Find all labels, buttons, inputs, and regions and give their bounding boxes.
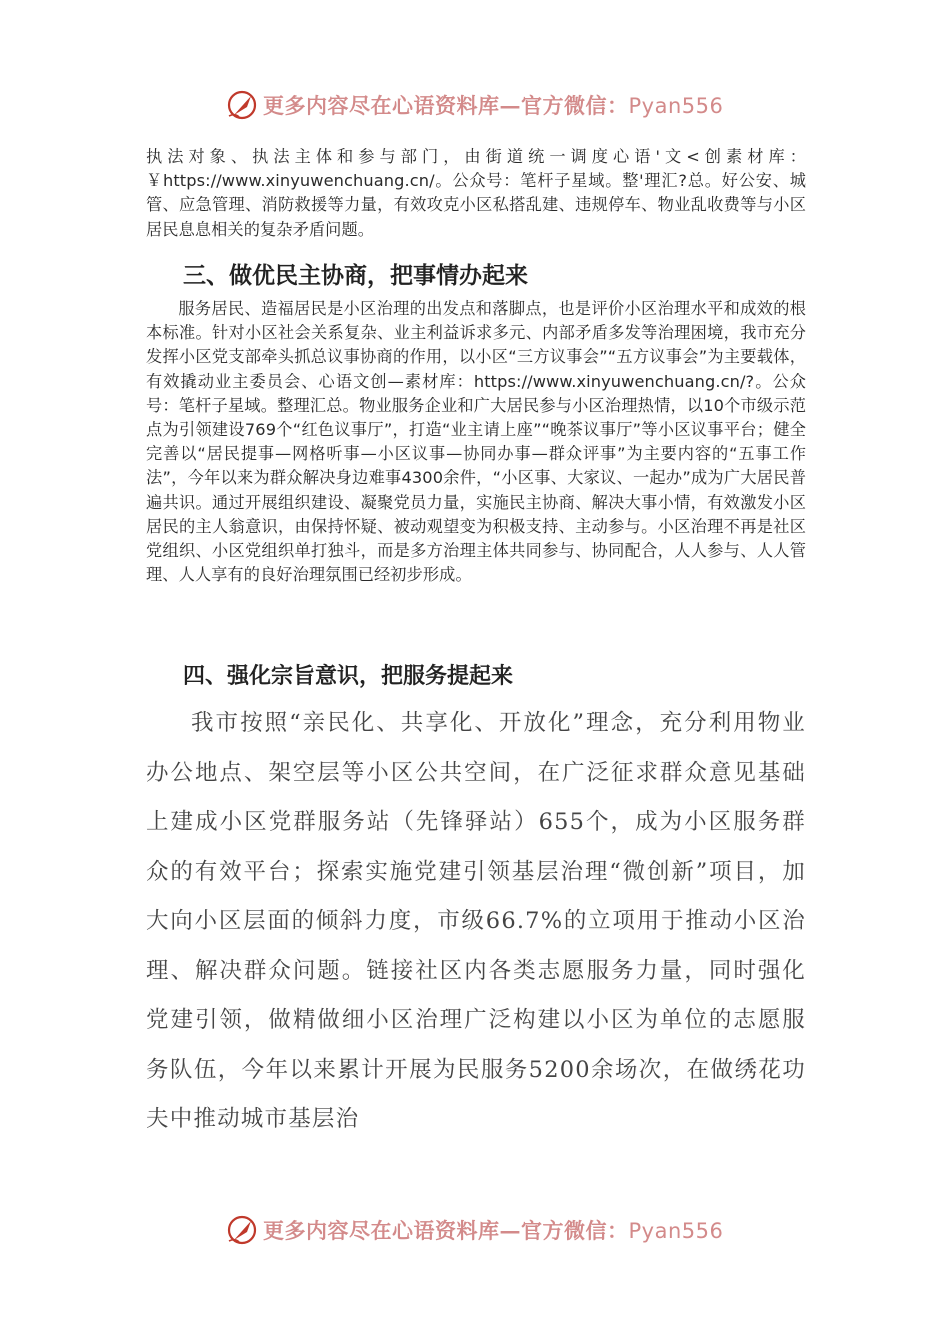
paragraph-top: 执法对象、执法主体和参与部门，由街道统一调度心语'文<创素材库：￥https://www.xinyuwenchuang.cn/。公众号：笔杆子星域。整'理汇?总。好公安、城管、应急管理、消防救援等力量，有效攻克小区私搭乱建、违规停车、物业乱收费等与小区居民息息相关的复杂矛盾问题。 xyxy=(146,147,806,239)
section3-heading: 三、做优民主协商，把事情办起来 xyxy=(183,262,528,289)
quill-pen-circle-icon xyxy=(225,1213,259,1247)
section4-heading: 四、强化宗旨意识，把服务提起来 xyxy=(183,663,514,689)
section3-body: 服务居民、造福居民是小区治理的出发点和落脚点，也是评价小区治理水平和成效的根本标准。针对小区社会关系复杂、业主利益诉求多元、内部矛盾多发等治理困境，我市充分发挥小区党支部牵头抓总议事协商的作用，以小区“三方议事会”“五方议事会”为主要载体，有效撬动业主委员会、心语文创—素材库：https://www.xinyuwenchuang.cn/?。公众号：笔杆子星域。整理汇总。物业服务企业和广大居民参与小区治理热情，以10个市级示范点为引领建设769个“红色议事厅”，打造“业主请上座”“晚茶议事厅”等小区议事平台；健全完善以“居民提事—网格听事—小区议事—协同办事—群众评事”为主要内容的“五事工作法”，今年以来为群众解决身边难事4300余件，“小区事、大家议、一起办”成为广大居民普遍共识。通过开展组织建设、凝聚党员力量，实施民主协商、解决大事小情，有效激发小区居民的主人翁意识，由保持怀疑、被动观望变为积极支持、主动参与。小区治理不再是社区党组织、小区党组织单打独斗，而是多方治理主体共同参与、协同配合，人人参与、人人管理、人人享有的良好治理氛围已经初步形成。 xyxy=(146,299,806,585)
section4-body-block xyxy=(146,699,806,1145)
footer-banner-text: 更多内容尽在心语资料库—官方微信：Pyan556 xyxy=(263,1218,724,1243)
header-banner-text: 更多内容尽在心语资料库—官方微信：Pyan556 xyxy=(263,93,724,118)
footer-banner xyxy=(225,1210,723,1250)
header-banner-handle: Pyan556 xyxy=(628,94,724,118)
footer-banner-handle: Pyan556 xyxy=(628,1219,724,1243)
section3-body-block xyxy=(146,297,806,587)
section4-body: 我市按照“亲民化、共享化、开放化”理念，充分利用物业办公地点、架空层等小区公共空间，在广泛征求群众意见基础上建成小区党群服务站（先锋驿站）655个，成为小区服务群众的有效平台；探索实施党建引领基层治理“微创新”项目，加大向小区层面的倾斜力度，市级66.7%的立项用于推动小区治理、解决群众问题。链接社区内各类志愿服务力量，同时强化党建引领，做精做细小区治理广泛构建以小区为单位的志愿服务队伍，今年以来累计开展为民服务5200余场次，在做绣花功夫中推动城市基层治 xyxy=(146,710,806,1132)
header-banner xyxy=(225,85,723,125)
quill-pen-circle-icon xyxy=(225,88,259,122)
paragraph-top-block xyxy=(146,145,806,242)
